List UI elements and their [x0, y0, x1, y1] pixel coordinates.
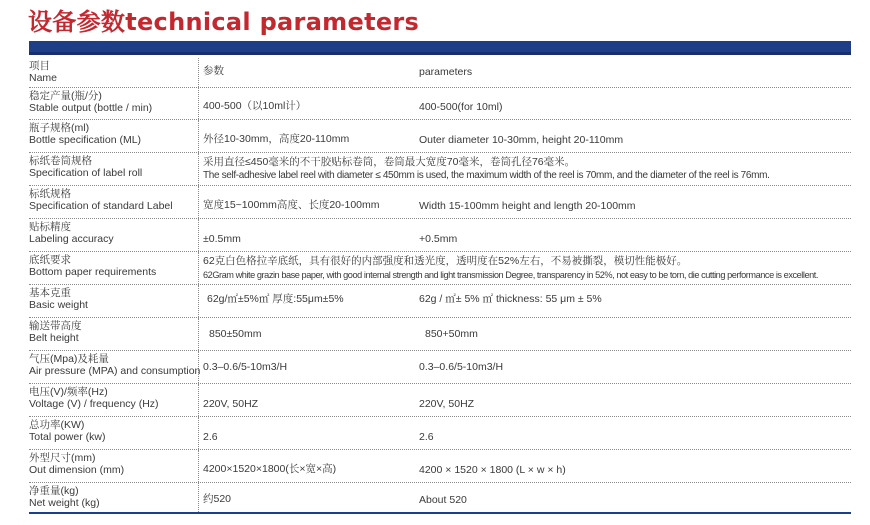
row-name-cn: 基本克重 — [29, 287, 71, 299]
row-name-cn: 气压(Mpa)及耗量 — [29, 353, 109, 365]
row-name — [29, 88, 199, 119]
row-name-cn: 电压(V)/频率(Hz) — [29, 386, 108, 398]
row-name — [29, 219, 199, 251]
table-row — [29, 285, 851, 318]
row-value-en: 62Gram white grazin base paper, with good internal strength and light transmission Degree, transparency in 52%, not easy to be torn, die cutting performance is excellent. — [203, 270, 818, 280]
row-name-en: Voltage (V) / frequency (Hz) — [29, 398, 159, 410]
row-value-cn: 外径10-30mm，高度20-110mm — [203, 133, 350, 145]
row-name — [29, 120, 199, 152]
row-name-en: Total power (kw) — [29, 431, 106, 443]
row-value-en: 400-500(for 10ml) — [419, 101, 503, 113]
row-name — [29, 186, 199, 218]
row-value-cn: 0.3–0.6/5-10m3/H — [203, 361, 288, 373]
row-value-en: 850+50mm — [425, 328, 478, 340]
row-value-cn: 约520 — [203, 493, 232, 505]
row-value-cn: 220V, 50HZ — [203, 398, 259, 410]
row-name — [29, 153, 199, 185]
row-value-full — [203, 155, 851, 183]
row-name-cn: 底纸要求 — [29, 254, 71, 266]
row-name-cn: 瓶子规格(ml) — [29, 122, 90, 134]
row-value-en: 62g / ㎡± 5% ㎡ thickness: 55 μm ± 5% — [419, 293, 602, 305]
row-value-en: 220V, 50HZ — [419, 398, 475, 410]
row-value-cn: 62g/㎡±5%㎡ 厚度:55μm±5% — [207, 293, 344, 305]
row-name-cn: 输送带高度 — [29, 320, 82, 332]
table-row — [29, 450, 851, 483]
page-title: 设备参数technical parameters — [28, 8, 420, 36]
table-row — [29, 252, 851, 285]
row-value-cn: 4200×1520×1800(长×宽×高) — [203, 463, 337, 475]
table-row — [29, 186, 851, 219]
row-name-en: Belt height — [29, 332, 79, 344]
row-name — [29, 285, 199, 317]
row-value-en: 4200 × 1520 × 1800 (L × w × h) — [419, 464, 566, 476]
row-name-en: Specification of standard Label — [29, 200, 173, 212]
table-row — [29, 384, 851, 417]
row-value-en: Outer diameter 10-30mm, height 20-110mm — [419, 134, 624, 146]
row-name — [29, 384, 199, 416]
row-name — [29, 417, 199, 449]
row-value-en: Width 15-100mm height and length 20-100mm — [419, 200, 636, 212]
row-value-en: About 520 — [419, 494, 467, 506]
table-row — [29, 318, 851, 351]
row-name — [29, 450, 199, 482]
table-row — [29, 483, 851, 514]
table-row — [29, 417, 851, 450]
row-name-en: Basic weight — [29, 299, 88, 311]
row-name-en: Name — [29, 72, 58, 84]
table-row — [29, 219, 851, 252]
row-name — [29, 483, 199, 512]
row-value-cn: 850±50mm — [209, 328, 262, 340]
row-name — [29, 58, 199, 87]
row-value-en: 0.3–0.6/5-10m3/H — [419, 361, 504, 373]
row-name-en: Out dimension (mm) — [29, 464, 125, 476]
table-row — [29, 351, 851, 384]
row-name — [29, 252, 199, 284]
row-name-cn: 标纸规格 — [29, 188, 71, 200]
header-bar — [29, 41, 851, 55]
row-value-cn: ±0.5mm — [203, 233, 241, 245]
row-name-en: Bottle specification (ML) — [29, 134, 142, 146]
row-name-en: Stable output (bottle / min) — [29, 102, 153, 114]
row-value-cn: 宽度15~100mm高度、长度20-100mm — [203, 199, 380, 211]
row-value-cn: 400-500（以10ml计） — [203, 100, 307, 112]
row-value-cn: 参数 — [203, 65, 224, 77]
row-value-en: 2.6 — [419, 431, 434, 443]
row-value-cn: 2.6 — [203, 431, 218, 443]
row-name-en: Labeling accuracy — [29, 233, 114, 245]
row-name — [29, 318, 199, 350]
row-value-en: parameters — [419, 66, 473, 78]
header-bar-stripe — [29, 52, 851, 55]
row-name-cn: 稳定产量(瓶/分) — [29, 90, 102, 102]
row-name-cn: 总功率(KW) — [29, 419, 85, 431]
row-name-cn: 标纸卷筒规格 — [29, 155, 92, 167]
spec-table — [29, 58, 851, 514]
row-value-en: The self-adhesive label reel with diameter ≤ 450mm is used, the maximum width of the reel is 70mm, and the diameter of the reel is 76mm. — [203, 170, 770, 181]
row-name-en: Specification of label roll — [29, 167, 143, 179]
table-row — [29, 88, 851, 120]
row-name-cn: 贴标精度 — [29, 221, 71, 233]
row-value-cn: 62克白色格拉辛底纸，具有很好的内部强度和透光度，透明度在52%左右，不易被撕裂，模切性能极好。 — [203, 255, 688, 267]
row-value-en: +0.5mm — [419, 233, 458, 245]
row-value-cn: 采用直径≤450毫米的不干胶贴标卷筒，卷筒最大宽度70毫米，卷筒孔径76毫米。 — [203, 156, 576, 168]
row-name-en: Bottom paper requirements — [29, 266, 157, 278]
row-name-en: Air pressure (MPA) and consumption — [29, 365, 201, 377]
row-name-cn: 净重量(kg) — [29, 485, 79, 497]
row-name-cn: 项目 — [29, 60, 50, 72]
row-value-full — [203, 254, 851, 282]
row-name-en: Net weight (kg) — [29, 497, 100, 509]
table-header-row — [29, 58, 851, 88]
row-name-cn: 外型尺寸(mm) — [29, 452, 96, 464]
table-row — [29, 153, 851, 186]
table-row — [29, 120, 851, 153]
row-name — [29, 351, 199, 383]
